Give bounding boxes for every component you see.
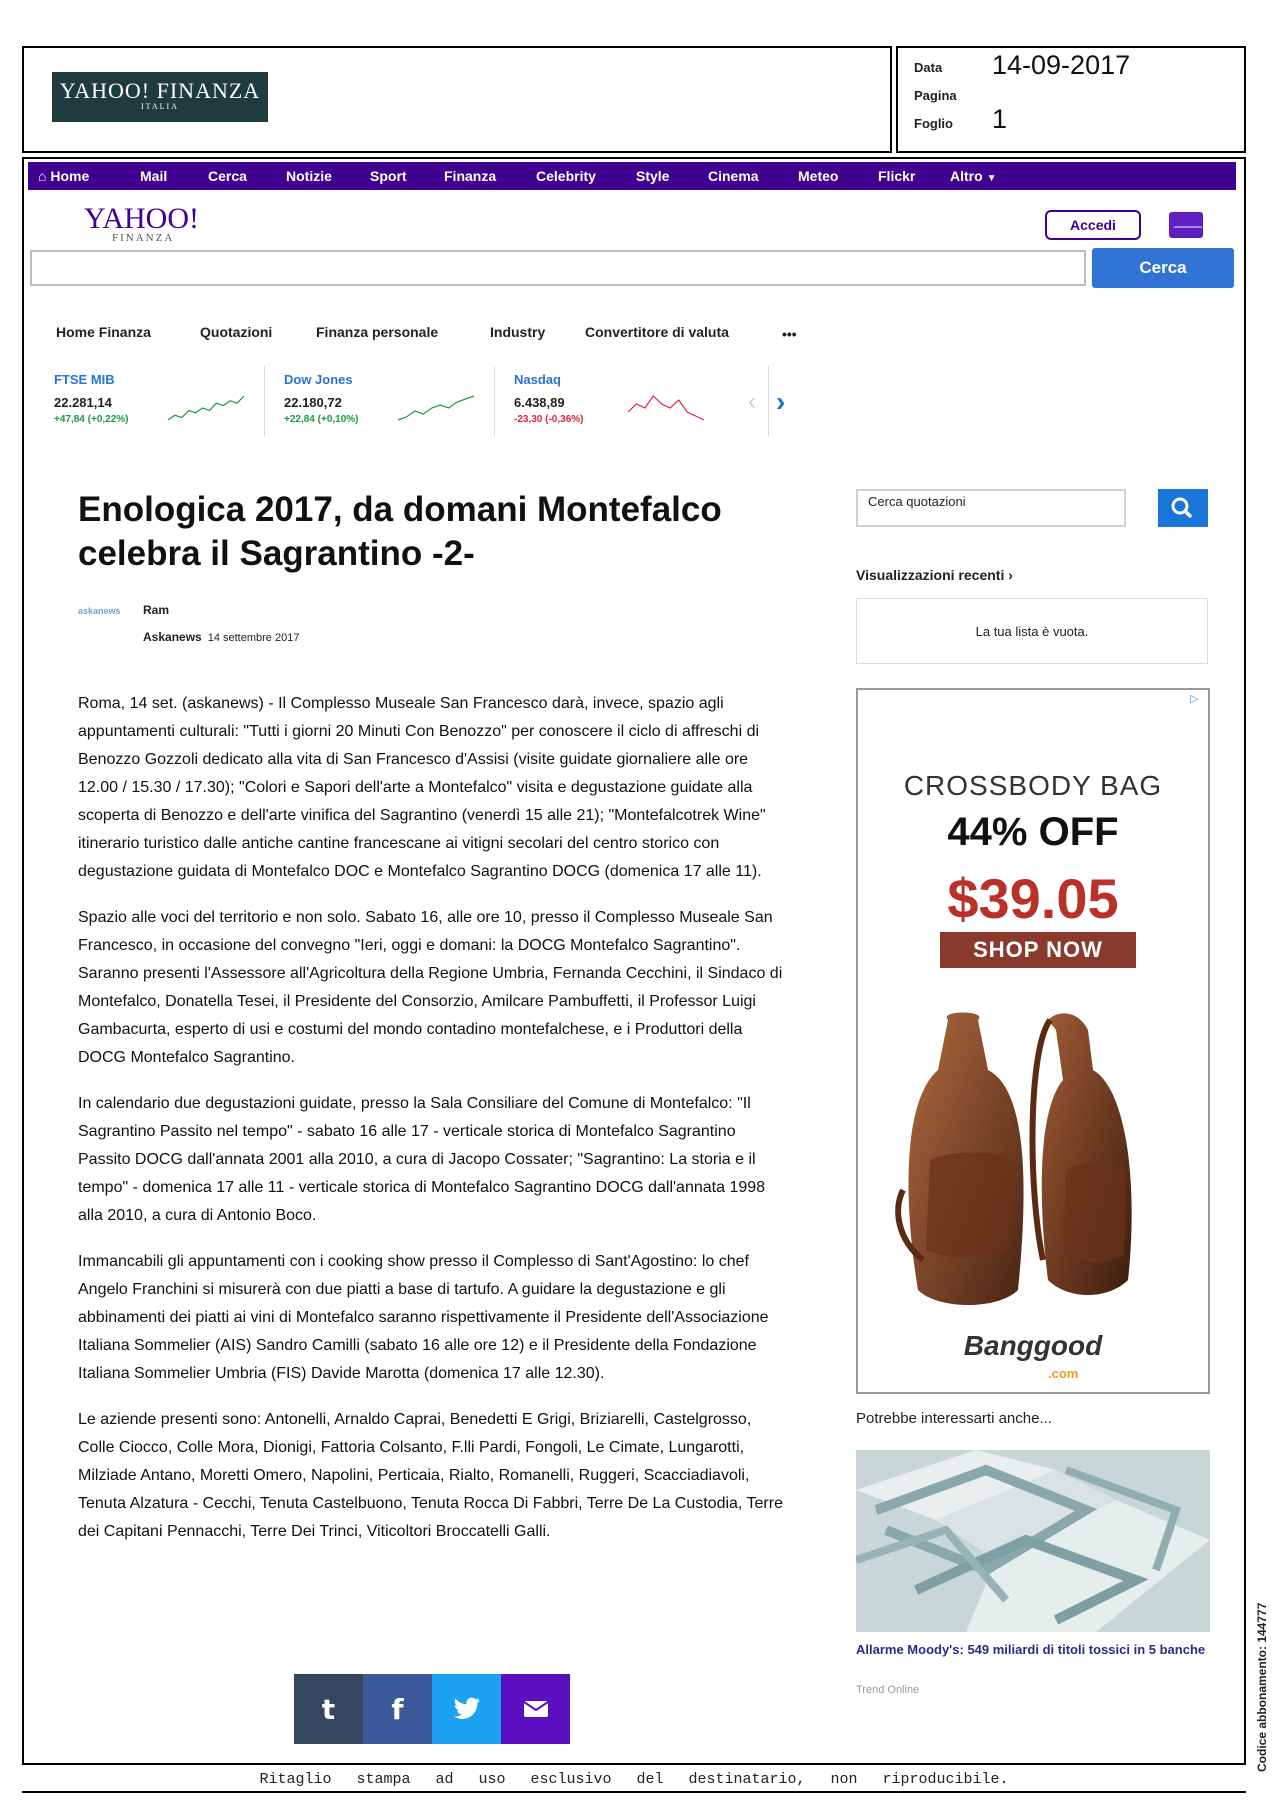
ticker-change: +22,84 (+0,10%) xyxy=(284,414,359,425)
sparkline-ftse xyxy=(166,394,246,422)
recent-views-empty: La tua lista è vuota. xyxy=(856,598,1208,664)
subscription-code: Codice abbonamento: 144777 xyxy=(1255,1602,1269,1772)
chevron-left-icon[interactable]: ‹ xyxy=(748,388,756,415)
ticker-price: 6.438,89 xyxy=(514,395,565,410)
nav-finanza[interactable]: Finanza xyxy=(444,168,497,184)
sparkline-nasdaq xyxy=(626,394,706,422)
article-body xyxy=(78,690,788,1564)
search-icon[interactable] xyxy=(1158,489,1208,527)
label-foglio: Foglio xyxy=(914,116,953,131)
label-pagina: Pagina xyxy=(914,88,957,103)
author: Ram xyxy=(143,603,170,617)
paragraph: Roma, 14 set. (askanews) - Il Complesso Museale San Francesco darà, invece, spazio agli appuntamenti culturali: "Tutti i giorni 20 Minuti Con Benozzo" per conoscere il ciclo di affreschi di Benozzo Gozzoli dedicato alla vita di San Francesco d'Assisi (visite guidate giornaliere alle ore 12.00 / 15.30 / 17.30); "Colori e Sapori dell'arte a Montefalco" visita e degustazione guidate alla scoperta di Benozzo e dell'arte vinifica del Sagrantino (venerdì 15 alle 21); "Montefalcotrek Wine" itinerario turistico dalle antiche cantine francescane ai vitigni secolari del centro storico con degustazione guidata di Montefalco DOC e Montefalco Sagrantino DOCG (domenica 17 alle 11). xyxy=(78,695,766,880)
recent-views-title[interactable]: Visualizzazioni recenti › xyxy=(856,567,1013,583)
publish-date: 14 settembre 2017 xyxy=(207,632,300,644)
nav-home[interactable]: ⌂ Home xyxy=(38,168,90,184)
value-data: 14-09-2017 xyxy=(992,50,1131,80)
nav-cerca[interactable]: Cerca xyxy=(208,168,247,184)
newspaper-logo-title: YAHOO! FINANZA xyxy=(59,78,261,103)
ad-discount: 44% OFF xyxy=(947,810,1119,854)
magnifier-icon xyxy=(1158,489,1208,527)
share-bar xyxy=(294,1674,570,1744)
subnav-finanza-personale[interactable]: Finanza personale xyxy=(316,324,439,340)
ticker-nasdaq[interactable] xyxy=(514,372,714,437)
search-input[interactable] xyxy=(30,250,1086,286)
newspaper-logo xyxy=(52,72,268,122)
nav-celebrity[interactable]: Celebrity xyxy=(536,168,596,184)
nav-flickr[interactable]: Flickr xyxy=(878,168,916,184)
source-logo: askanews xyxy=(78,606,121,616)
ad-product: CROSSBODY BAG xyxy=(903,770,1163,801)
story-source: Trend Online xyxy=(856,1684,920,1696)
chevron-right-icon[interactable]: › xyxy=(776,386,786,417)
paragraph: Spazio alle voci del territorio e non solo. Sabato 16, alle ore 10, presso il Complesso Museale San Francesco, in occasione del convegno "Ieri, oggi e domani: la DOCG Montefalco Sagrantino". Saranno presenti l'Assessore all'Agricoltura della Regione Umbria, Fernanda Cecchini, il Sindaco di Montefalco, Donatella Tesei, il Presidente del Consorzio, Amilcare Pambuffetti, il Professor Luigi Gambacurta, esperto di usi e costumi del mondo contadino montefalchese, e i Produttori della DOCG Montefalco Sagrantino. xyxy=(78,909,783,1066)
ticker-name: Nasdaq xyxy=(514,372,561,387)
signin-button[interactable]: Accedi xyxy=(1045,210,1141,240)
ticker-dow[interactable] xyxy=(284,372,484,437)
nav-notizie[interactable]: Notizie xyxy=(286,168,332,184)
yahoo-finanza-logo[interactable]: YAHOO! FINANZA xyxy=(84,202,199,244)
search-button[interactable]: Cerca xyxy=(1092,248,1234,288)
nav-altro[interactable]: Altro ▼ xyxy=(950,168,997,184)
nav-mail[interactable]: Mail xyxy=(140,168,168,184)
home-icon: ⌂ xyxy=(38,168,47,184)
twitter-icon[interactable] xyxy=(432,1674,501,1744)
ticker-ftse[interactable] xyxy=(54,372,254,437)
tumblr-icon[interactable]: t xyxy=(294,1674,363,1744)
paragraph: Immancabili gli appuntamenti con i cooking show presso il Complesso di Sant'Agostino: lo chef Angelo Franchini si misurerà con due piatti a base di tartufo. A guidare la degustazione e gli abbinamenti dei piatti ai vini di Montefalco saranno rispettivamente il Presidente dell'Associazione Italiana Sommelier (AIS) Sandro Camilli (sabato 16 alle ore 12) e il Presidente della Fondazione Italiana Sommelier Umbria (FIS) Davide Marotta (domenica 17 alle 12.30). xyxy=(78,1253,769,1382)
chevron-right-icon: › xyxy=(1008,567,1013,583)
ticker-price: 22.281,14 xyxy=(54,395,112,410)
ad-shop-now-button[interactable]: SHOP NOW xyxy=(940,932,1136,968)
clipping-header-left xyxy=(22,46,892,153)
envelope-icon xyxy=(523,1700,549,1718)
article-title: Enologica 2017, da domani Montefalco celebra il Sagrantino -2- xyxy=(78,490,722,573)
subnav-home-finanza[interactable]: Home Finanza xyxy=(56,324,151,340)
subnav-more-icon[interactable]: ••• xyxy=(782,326,797,342)
newspaper-logo-subtitle: ITALIA xyxy=(140,102,179,111)
story-link[interactable]: Allarme Moody's: 549 miliardi di titoli tossici in 5 banche xyxy=(856,1642,1206,1657)
quote-search-input[interactable]: Cerca quotazioni xyxy=(856,489,1126,527)
mail-share-icon[interactable] xyxy=(501,1674,570,1744)
value-foglio: 1 xyxy=(992,104,1008,134)
maze-image xyxy=(856,1450,1210,1632)
adchoices-icon[interactable]: ▷ xyxy=(1190,693,1199,705)
nav-cinema[interactable]: Cinema xyxy=(708,168,759,184)
ad-brand: Banggood .com xyxy=(963,1330,1103,1381)
ad-price: $39.05 xyxy=(947,867,1119,930)
bag-image xyxy=(878,1010,1188,1320)
subnav-convertitore[interactable]: Convertitore di valuta xyxy=(585,324,729,340)
chevron-down-icon: ▼ xyxy=(986,173,997,184)
story-thumbnail[interactable] xyxy=(856,1450,1210,1632)
sparkline-dow xyxy=(396,394,476,422)
ticker-price: 22.180,72 xyxy=(284,395,342,410)
twitter-bird-icon xyxy=(453,1697,481,1721)
ticker-change: +47,84 (+0,22%) xyxy=(54,414,129,425)
mail-icon[interactable] xyxy=(1169,212,1203,238)
nav-meteo[interactable]: Meteo xyxy=(798,168,839,184)
subnav-quotazioni[interactable]: Quotazioni xyxy=(200,324,273,340)
label-data: Data xyxy=(914,60,943,75)
paragraph: Le aziende presenti sono: Antonelli, Arnaldo Caprai, Benedetti E Grigi, Briziarelli, Castelgrosso, Colle Ciocco, Colle Mora, Dionigi, Fattoria Colsanto, F.lli Pardi, Fongoli, Le Cimate, Lungarotti, Milziade Antano, Moretti Omero, Napolini, Perticaia, Rialto, Romanelli, Ruggeri, Scacciadiavoli, Tenuta Alzatura - Cecchi, Tenuta Castelbuono, Tenuta Rocca Di Fabbri, Terre De La Custodia, Terre dei Capitani Pennacchi, Terre Dei Trinci, Viticoltori Broccatelli Galli. xyxy=(78,1411,783,1540)
ticker-name: Dow Jones xyxy=(284,372,353,387)
ad-banner[interactable] xyxy=(856,688,1210,1394)
clipping-meta xyxy=(896,46,1246,153)
facebook-icon[interactable]: f xyxy=(363,1674,432,1744)
nav-style[interactable]: Style xyxy=(636,168,670,184)
ticker-change: -23,30 (-0,36%) xyxy=(514,414,584,425)
paragraph: In calendario due degustazioni guidate, presso la Sala Consiliare del Comune di Montefalco: "Il Sagrantino Passito nel tempo" - sabato 16 alle 17 - verticale storica di Montefalco Sagrantino Passito DOCG dall'annata 2001 alla 2010, a cura di Jacopo Cossater; "Sagrantino: La storia e il tempo" - domenica 17 alle 11 - verticale storica di Montefalco Sagrantino DOCG dall'annata 1998 alla 2010, a cura di Antonio Boco. xyxy=(78,1095,766,1224)
top-nav xyxy=(28,162,1236,190)
ticker-name: FTSE MIB xyxy=(54,372,115,387)
clipping-footer: Ritaglio stampa ad uso esclusivo del destinatario, non riproducibile. xyxy=(22,1763,1246,1793)
subnav-industry[interactable]: Industry xyxy=(490,324,546,340)
byline-source: Askanews 14 settembre 2017 xyxy=(143,630,300,644)
may-interest-title: Potrebbe interessarti anche... xyxy=(856,1410,1052,1427)
nav-sport[interactable]: Sport xyxy=(370,168,407,184)
